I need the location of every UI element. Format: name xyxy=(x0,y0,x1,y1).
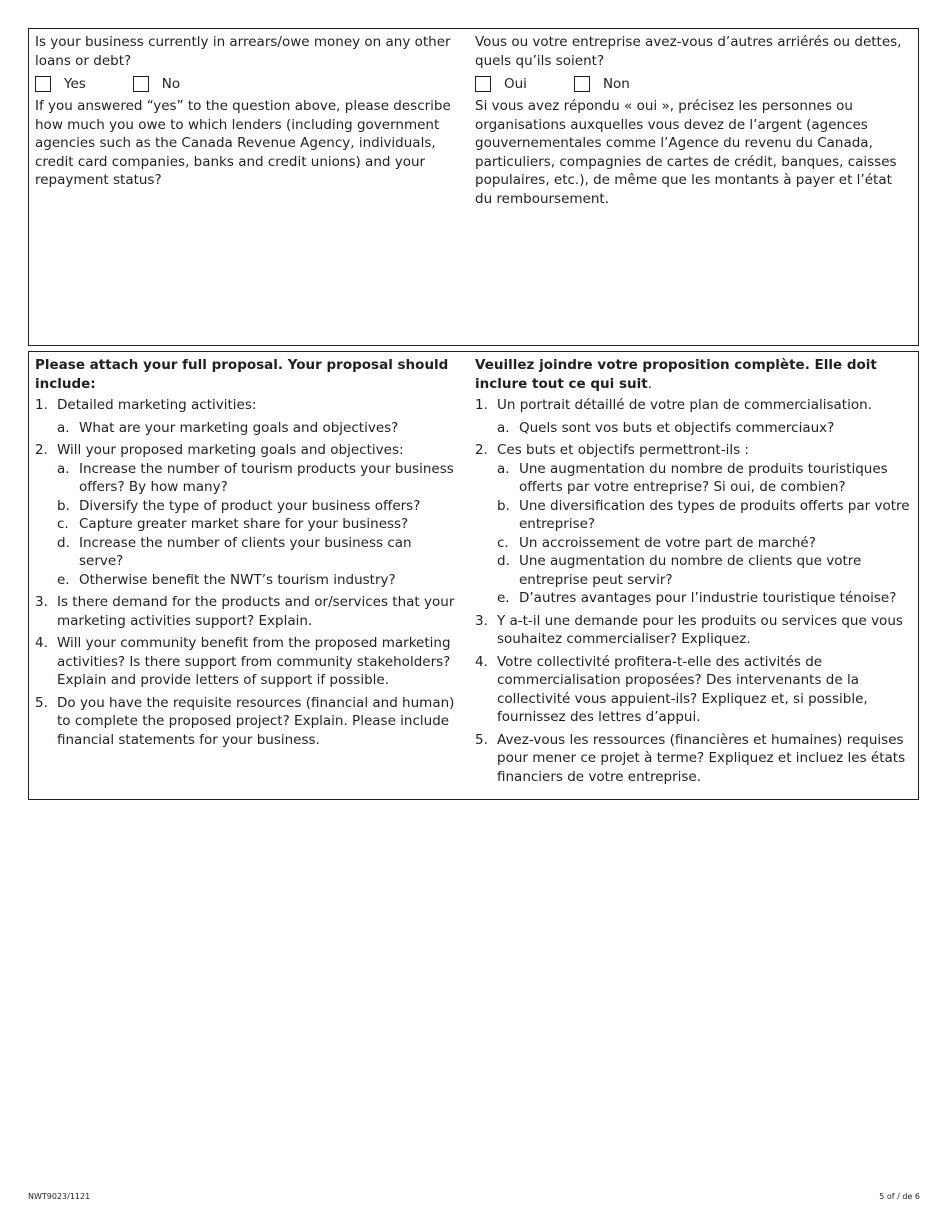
list-item xyxy=(35,441,455,589)
non-label: Non xyxy=(602,75,630,92)
item-text: Do you have the requisite resources (financial and human) to complete the proposed project? Explain. Please include financial statements for your business. xyxy=(57,694,455,748)
proposal-heading-fr-text: Veuillez joindre votre proposition complète. Elle doit inclure tout ce qui suit xyxy=(475,357,877,392)
proposal-english-column xyxy=(35,356,455,753)
sub-list-item xyxy=(57,460,455,497)
arrears-section xyxy=(28,28,919,346)
arrears-followup-en: If you answered “yes” to the question above, please describe how much you owe to which lenders (including government agencies such as the Canada Revenue Agency, individuals, credit card companies, banks and credit unions) and your repayment status? xyxy=(35,98,451,188)
sub-list-item xyxy=(497,460,912,497)
item-number: 3. xyxy=(475,612,488,629)
proposal-section xyxy=(28,351,919,800)
item-text: Y a-t-il une demande pour les produits ou services que vous souhaitez commercialiser? Expliquez. xyxy=(497,612,903,647)
list-item xyxy=(475,731,912,787)
sub-list-item xyxy=(497,534,912,553)
sub-item-text: Une augmentation du nombre de produits touristiques offerts par votre entreprise? Si oui, de combien? xyxy=(519,460,888,495)
sub-list xyxy=(57,460,455,590)
yes-checkbox[interactable] xyxy=(35,76,51,92)
non-option[interactable] xyxy=(574,75,630,94)
sub-item-letter: d. xyxy=(57,534,70,551)
arrears-options-en xyxy=(35,72,455,96)
sub-item-text: D’autres avantages pour l’industrie touristique ténoise? xyxy=(519,590,897,606)
item-text: Avez-vous les ressources (financières et humaines) requises pour mener ce projet à terme? Expliquez et incluez les états financiers de votre entreprise. xyxy=(497,731,906,785)
item-text: Is there demand for the products and or/services that your marketing activities support? Explain. xyxy=(57,594,455,629)
sub-list-item xyxy=(497,419,912,438)
sub-item-letter: e. xyxy=(57,571,70,588)
sub-list xyxy=(497,419,912,438)
sub-item-text: Otherwise benefit the NWT’s tourism industry? xyxy=(79,571,396,588)
page-number: 5 of / de 6 xyxy=(879,1192,920,1201)
item-text: Un portrait détaillé de votre plan de commercialisation. xyxy=(497,397,872,413)
list-item xyxy=(35,694,455,750)
sub-item-letter: c. xyxy=(497,534,509,551)
sub-list-item xyxy=(57,534,455,571)
arrears-followup-fr: Si vous avez répondu « oui », précisez les personnes ou organisations auxquelles vous devez de l’argent (agences gouvernementales comme l’Agence du revenu du Canada, particuliers, compagnies de cartes de crédit, banques, caisses populaires, etc.), de même que les montants à payer et l’état du remboursement. xyxy=(475,98,897,207)
sub-item-text: Un accroissement de votre part de marché? xyxy=(519,534,816,551)
list-item xyxy=(475,396,912,437)
no-checkbox[interactable] xyxy=(133,76,149,92)
sub-list-item xyxy=(57,497,455,516)
oui-checkbox[interactable] xyxy=(475,76,491,92)
sub-item-text: Increase the number of tourism products your business offers? By how many? xyxy=(79,460,454,495)
sub-list-item xyxy=(497,589,912,608)
sub-item-letter: a. xyxy=(57,419,70,436)
sub-item-text: Increase the number of clients your business can serve? xyxy=(79,534,412,569)
sub-item-letter: c. xyxy=(57,516,69,532)
arrears-options-fr xyxy=(475,72,912,96)
proposal-heading-en: Please attach your full proposal. Your proposal should include: xyxy=(35,357,449,392)
arrears-question-fr: Vous ou votre entreprise avez-vous d’autres arriérés ou dettes, quels qu’ils soient? xyxy=(475,34,902,69)
item-number: 5. xyxy=(35,694,48,711)
item-text: Will your community benefit from the proposed marketing activities? Is there support from community stakeholders? Explain and provide letters of support if possible. xyxy=(57,635,451,688)
oui-label: Oui xyxy=(504,75,527,92)
sub-list xyxy=(497,460,912,608)
sub-item-text: Quels sont vos buts et objectifs commerciaux? xyxy=(519,419,835,436)
item-number: 2. xyxy=(475,442,488,458)
no-label: No xyxy=(161,75,181,92)
no-option[interactable] xyxy=(133,75,180,94)
item-number: 4. xyxy=(35,635,48,651)
sub-list-item xyxy=(57,419,455,438)
item-number: 3. xyxy=(35,594,48,610)
sub-item-text: Diversify the type of product your business offers? xyxy=(79,497,421,514)
proposal-list-en xyxy=(35,396,455,749)
sub-item-text: Une diversification des types de produits offerts par votre entreprise? xyxy=(519,497,910,532)
proposal-list-fr xyxy=(475,396,912,786)
list-item xyxy=(35,634,455,690)
item-number: 4. xyxy=(475,653,488,670)
item-text: Detailed marketing activities: xyxy=(57,397,257,413)
list-item xyxy=(475,653,912,727)
arrears-english-column xyxy=(35,33,455,190)
sub-item-letter: a. xyxy=(497,419,510,436)
arrears-french-column xyxy=(475,33,912,208)
oui-option[interactable] xyxy=(475,75,527,94)
list-item xyxy=(35,593,455,630)
sub-item-text: Une augmentation du nombre de clients que votre entreprise peut servir? xyxy=(519,553,862,588)
sub-item-text: What are your marketing goals and objectives? xyxy=(79,419,399,436)
proposal-heading-fr xyxy=(475,356,912,393)
sub-item-letter: a. xyxy=(57,460,70,477)
list-item xyxy=(35,396,455,437)
sub-item-letter: a. xyxy=(497,460,510,477)
sub-list-item xyxy=(57,515,455,534)
yes-option[interactable] xyxy=(35,75,86,94)
sub-item-letter: b. xyxy=(497,497,510,514)
sub-item-letter: e. xyxy=(497,590,510,606)
proposal-heading-fr-period: . xyxy=(647,375,652,392)
arrears-question-en: Is your business currently in arrears/owe money on any other loans or debt? xyxy=(35,34,451,69)
item-text: Ces buts et objectifs permettront-ils : xyxy=(497,442,749,458)
sub-item-text: Capture greater market share for your business? xyxy=(79,516,409,532)
sub-item-letter: b. xyxy=(57,497,70,514)
sub-list-item xyxy=(497,552,912,589)
item-number: 1. xyxy=(35,397,48,413)
sub-list-item xyxy=(57,571,455,590)
list-item xyxy=(475,612,912,649)
list-item xyxy=(475,441,912,608)
sub-item-letter: d. xyxy=(497,553,510,569)
sub-list-item xyxy=(497,497,912,534)
sub-list xyxy=(57,419,455,438)
item-number: 2. xyxy=(35,442,48,458)
item-text: Will your proposed marketing goals and objectives: xyxy=(57,442,404,458)
item-number: 1. xyxy=(475,397,488,413)
proposal-french-column xyxy=(475,356,912,790)
item-text: Votre collectivité profitera-t-elle des activités de commercialisation proposées? Des intervenants de la collectivité vous appuient-ils? Expliquez et, si possible, fournissez des lettres d’appui. xyxy=(497,653,868,725)
form-code: NWT9023/1121 xyxy=(28,1192,91,1201)
non-checkbox[interactable] xyxy=(574,76,590,92)
yes-label: Yes xyxy=(64,75,86,92)
item-number: 5. xyxy=(475,731,488,748)
